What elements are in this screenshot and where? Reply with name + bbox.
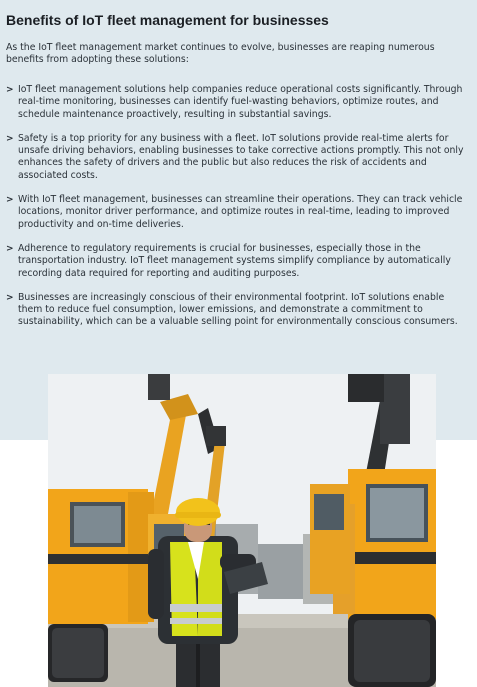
list-item-text: Businesses are increasingly conscious of their environmental footprint. IoT solutions enable them to reduce fuel consumption, lower emissions, and demonstrate a commitment to sustainability, which can be a valuable selling point for environmentally conscious consumers. [18,291,458,328]
list-item [0,292,470,329]
list-item-text: Adherence to regulatory requirements is crucial for businesses, especially those in the transportation industry. IoT fleet management systems simplify compliance by automatically recording data required for reporting and auditing purposes. [18,242,451,279]
benefits-list [0,84,477,341]
chevron-right-icon: > [6,243,14,254]
list-item-text: With IoT fleet management, businesses can streamline their operations. They can track vehicle locations, monitor driver performance, and optimize routes in real-time, leading to improved productivity and on-time deliveries. [18,194,463,230]
chevron-right-icon: > [6,195,14,206]
chevron-right-icon: > [6,292,14,303]
list-item-text: Safety is a top priority for any business with a fleet. IoT solutions provide real-time alerts for unsafe driving behaviors, enabling businesses to take corrective actions promptly. This not only enhances the safety of drivers and the public but also reduces the risk of accidents and associated costs. [18,132,464,181]
chevron-right-icon: > [6,85,14,95]
chevron-right-icon: > [6,133,14,144]
article-intro: As the IoT fleet management market continues to evolve, businesses are reaping numerous benefits from adopting these solutions: [6,42,435,66]
construction-worker-photo [48,374,436,687]
list-item [0,84,470,121]
list-item [0,194,470,231]
list-item [0,133,470,182]
article-title: Benefits of IoT fleet management for businesses [6,12,329,28]
list-item-text: IoT fleet management solutions help companies reduce operational costs significantly. Through real-time monitoring, businesses can identify fuel-wasting behaviors, optimize routes, and schedule maintenance proactively, resulting in substantial savings. [18,84,463,120]
excavator-fleet-illustration [48,374,436,687]
list-item [0,243,470,280]
